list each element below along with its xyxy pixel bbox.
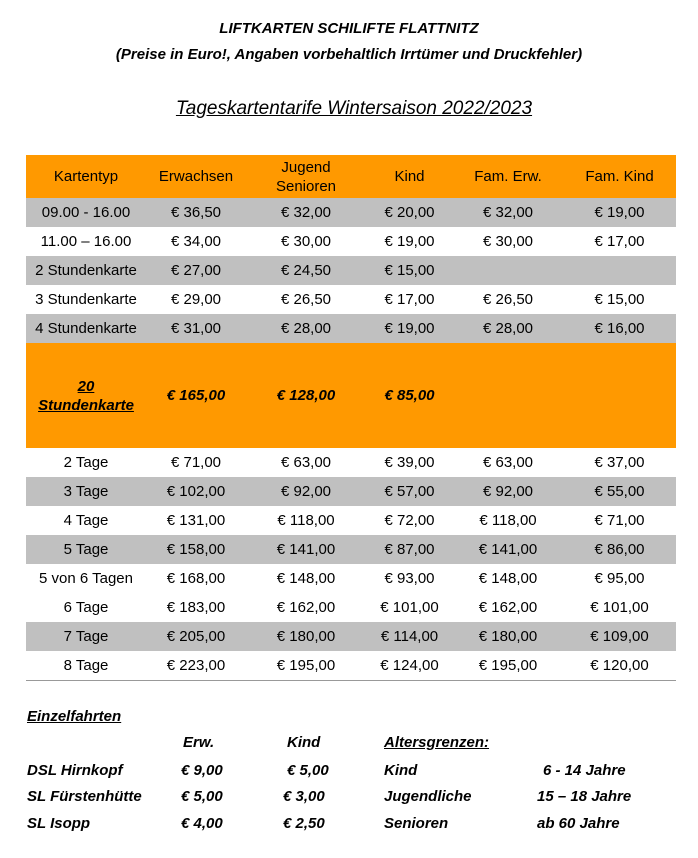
cell-erwachsen: € 168,00 — [166, 570, 226, 587]
cell-fam-kind: € 16,00 — [594, 320, 645, 337]
cell-kind: € 17,00 — [384, 291, 435, 308]
cell-kartentyp: 3 Stundenkarte — [35, 291, 137, 308]
table-header-row — [26, 155, 676, 198]
einzelfahrten-col-erw: Erw. — [183, 734, 215, 751]
table-row — [26, 651, 676, 680]
altersgrenze-value: 6 - 14 Jahre — [543, 762, 626, 779]
table-row — [26, 564, 676, 593]
cell-fam-kind: € 101,00 — [590, 599, 649, 616]
cell-fam-erw: € 195,00 — [478, 656, 538, 674]
cell-kind: € 87,00 — [384, 541, 435, 558]
header-kind: Kind — [394, 168, 425, 185]
cell-fam-erw: € 28,00 — [482, 320, 534, 337]
header-jugend-senioren: Jugend Senioren — [275, 158, 337, 195]
cell-jugend: € 141,00 — [276, 541, 336, 558]
cell-jugend: € 30,00 — [280, 233, 332, 250]
cell-jugend: € 26,50 — [280, 291, 332, 308]
table-row — [26, 314, 676, 343]
cell-kartentyp: 11.00 – 16.00 — [40, 233, 132, 250]
table-row — [26, 198, 676, 227]
cell-erwachsen: € 165,00 — [166, 387, 226, 404]
cell-kind: € 20,00 — [384, 204, 435, 221]
cell-kartentyp: 09.00 - 16.00 — [41, 204, 131, 221]
table-row — [26, 256, 676, 285]
cell-jugend: € 128,00 — [276, 387, 336, 404]
cell-erwachsen: € 31,00 — [170, 320, 222, 337]
table-row-highlight — [26, 343, 676, 448]
cell-fam-kind: € 109,00 — [590, 628, 649, 645]
cell-fam-kind — [563, 256, 676, 285]
cell-kind: € 124,00 — [380, 656, 439, 674]
altersgrenze-label: Senioren — [384, 815, 449, 832]
cell-erwachsen: € 34,00 — [170, 233, 222, 250]
cell-kartentyp: 2 Stundenkarte — [35, 262, 137, 279]
table-row — [26, 227, 676, 256]
document-title: LIFTKARTEN SCHILIFTE FLATTNITZ — [219, 20, 479, 37]
einzelfahrt-erw: € 5,00 — [181, 788, 223, 805]
cell-fam-kind: € 86,00 — [594, 541, 645, 558]
cell-erwachsen: € 223,00 — [166, 656, 226, 674]
cell-erwachsen: € 71,00 — [170, 454, 222, 471]
cell-kind: € 57,00 — [384, 483, 435, 500]
cell-erwachsen: € 183,00 — [166, 599, 226, 616]
cell-kind: € 19,00 — [384, 233, 435, 250]
cell-kind: € 114,00 — [380, 628, 439, 645]
cell-fam-erw — [453, 343, 563, 448]
cell-fam-kind: € 71,00 — [594, 512, 645, 529]
cell-erwachsen: € 131,00 — [166, 512, 226, 529]
table-row — [26, 285, 676, 314]
altersgrenze-label: Jugendliche — [384, 788, 472, 805]
einzelfahrt-name: SL Isopp — [27, 815, 91, 832]
cell-fam-erw: € 30,00 — [482, 233, 534, 250]
einzelfahrt-erw: € 4,00 — [181, 815, 223, 832]
document-subtitle: (Preise in Euro!, Angaben vorbehaltlich Irrtümer und Druckfehler) — [115, 46, 583, 63]
cell-kartentyp: 20 Stundenkarte — [38, 377, 134, 414]
cell-kind: € 93,00 — [384, 570, 435, 587]
cell-fam-erw: € 92,00 — [482, 483, 534, 500]
cell-fam-erw: € 162,00 — [478, 599, 538, 616]
cell-erwachsen: € 27,00 — [170, 262, 222, 279]
cell-fam-kind: € 19,00 — [594, 204, 645, 221]
header-erwachsen: Erwachsen — [158, 168, 234, 185]
cell-fam-erw: € 118,00 — [479, 512, 537, 529]
cell-jugend: € 148,00 — [276, 570, 336, 587]
einzelfahrt-name: SL Fürstenhütte — [27, 788, 142, 805]
cell-kind: € 85,00 — [384, 387, 435, 404]
table-row — [26, 593, 676, 622]
cell-fam-erw: € 26,50 — [482, 291, 534, 308]
cell-erwachsen: € 205,00 — [166, 628, 226, 645]
cell-fam-erw: € 63,00 — [482, 454, 534, 471]
cell-kartentyp: 2 Tage — [63, 454, 109, 471]
cell-fam-kind: € 55,00 — [594, 483, 645, 500]
einzelfahrten-col-kind: Kind — [287, 734, 321, 751]
season-title: Tageskartentarife Wintersaison 2022/2023 — [175, 98, 533, 119]
cell-jugend: € 118,00 — [277, 512, 335, 529]
cell-fam-kind: € 37,00 — [594, 454, 645, 471]
table-row — [26, 477, 676, 506]
cell-kartentyp: 5 von 6 Tagen — [39, 570, 133, 587]
cell-jugend: € 162,00 — [276, 599, 336, 616]
cell-jugend: € 28,00 — [280, 320, 332, 337]
cell-fam-kind: € 95,00 — [594, 570, 645, 587]
cell-kind: € 39,00 — [384, 454, 435, 471]
cell-fam-erw: € 148,00 — [478, 570, 538, 587]
cell-erwachsen: € 158,00 — [166, 541, 226, 558]
header-fam-erw: Fam. Erw. — [474, 168, 542, 185]
table-row — [26, 448, 676, 477]
einzelfahrt-erw: € 9,00 — [181, 762, 223, 779]
cell-fam-erw — [453, 256, 563, 285]
cell-fam-erw: € 32,00 — [482, 204, 534, 221]
cell-jugend: € 92,00 — [280, 483, 332, 500]
cell-fam-kind — [563, 343, 676, 448]
einzelfahrt-kind: € 2,50 — [283, 815, 325, 832]
einzelfahrt-kind: € 5,00 — [287, 762, 329, 779]
einzelfahrten-title: Einzelfahrten — [27, 708, 122, 725]
einzelfahrt-kind: € 3,00 — [283, 788, 325, 805]
cell-kind: € 72,00 — [384, 512, 435, 529]
cell-erwachsen: € 29,00 — [170, 291, 222, 308]
cell-jugend: € 195,00 — [276, 656, 336, 674]
altersgrenze-value: 15 – 18 Jahre — [537, 788, 632, 805]
cell-kind: € 15,00 — [384, 262, 435, 279]
altersgrenze-label: Kind — [384, 762, 418, 779]
cell-jugend: € 63,00 — [280, 454, 332, 471]
cell-erwachsen: € 36,50 — [170, 204, 222, 221]
cell-jugend: € 180,00 — [276, 628, 336, 645]
cell-erwachsen: € 102,00 — [166, 483, 226, 500]
cell-kind: € 101,00 — [380, 599, 439, 616]
cell-kind: € 19,00 — [384, 320, 435, 337]
cell-fam-kind: € 17,00 — [594, 233, 645, 250]
cell-fam-erw: € 180,00 — [478, 628, 538, 645]
table-row — [26, 535, 676, 564]
cell-kartentyp: 7 Tage — [63, 628, 109, 645]
cell-fam-kind: € 15,00 — [594, 291, 645, 308]
header-kartentyp: Kartentyp — [53, 168, 119, 185]
cell-kartentyp: 4 Stundenkarte — [35, 320, 137, 337]
cell-jugend: € 32,00 — [280, 204, 332, 221]
cell-kartentyp: 6 Tage — [63, 599, 109, 616]
altersgrenzen-title: Altersgrenzen: — [384, 734, 490, 751]
cell-kartentyp: 4 Tage — [63, 512, 109, 529]
header-fam-kind: Fam. Kind — [585, 168, 654, 185]
table-row — [26, 622, 676, 651]
cell-fam-kind: € 120,00 — [590, 656, 649, 674]
cell-kartentyp: 5 Tage — [63, 541, 109, 558]
cell-fam-erw: € 141,00 — [478, 541, 538, 558]
cell-kartentyp: 3 Tage — [63, 483, 109, 500]
einzelfahrt-name: DSL Hirnkopf — [27, 762, 123, 779]
cell-kartentyp: 8 Tage — [63, 656, 109, 674]
price-table — [26, 155, 676, 681]
cell-jugend: € 24,50 — [280, 262, 332, 279]
table-row — [26, 506, 676, 535]
altersgrenze-value: ab 60 Jahre — [537, 815, 620, 832]
